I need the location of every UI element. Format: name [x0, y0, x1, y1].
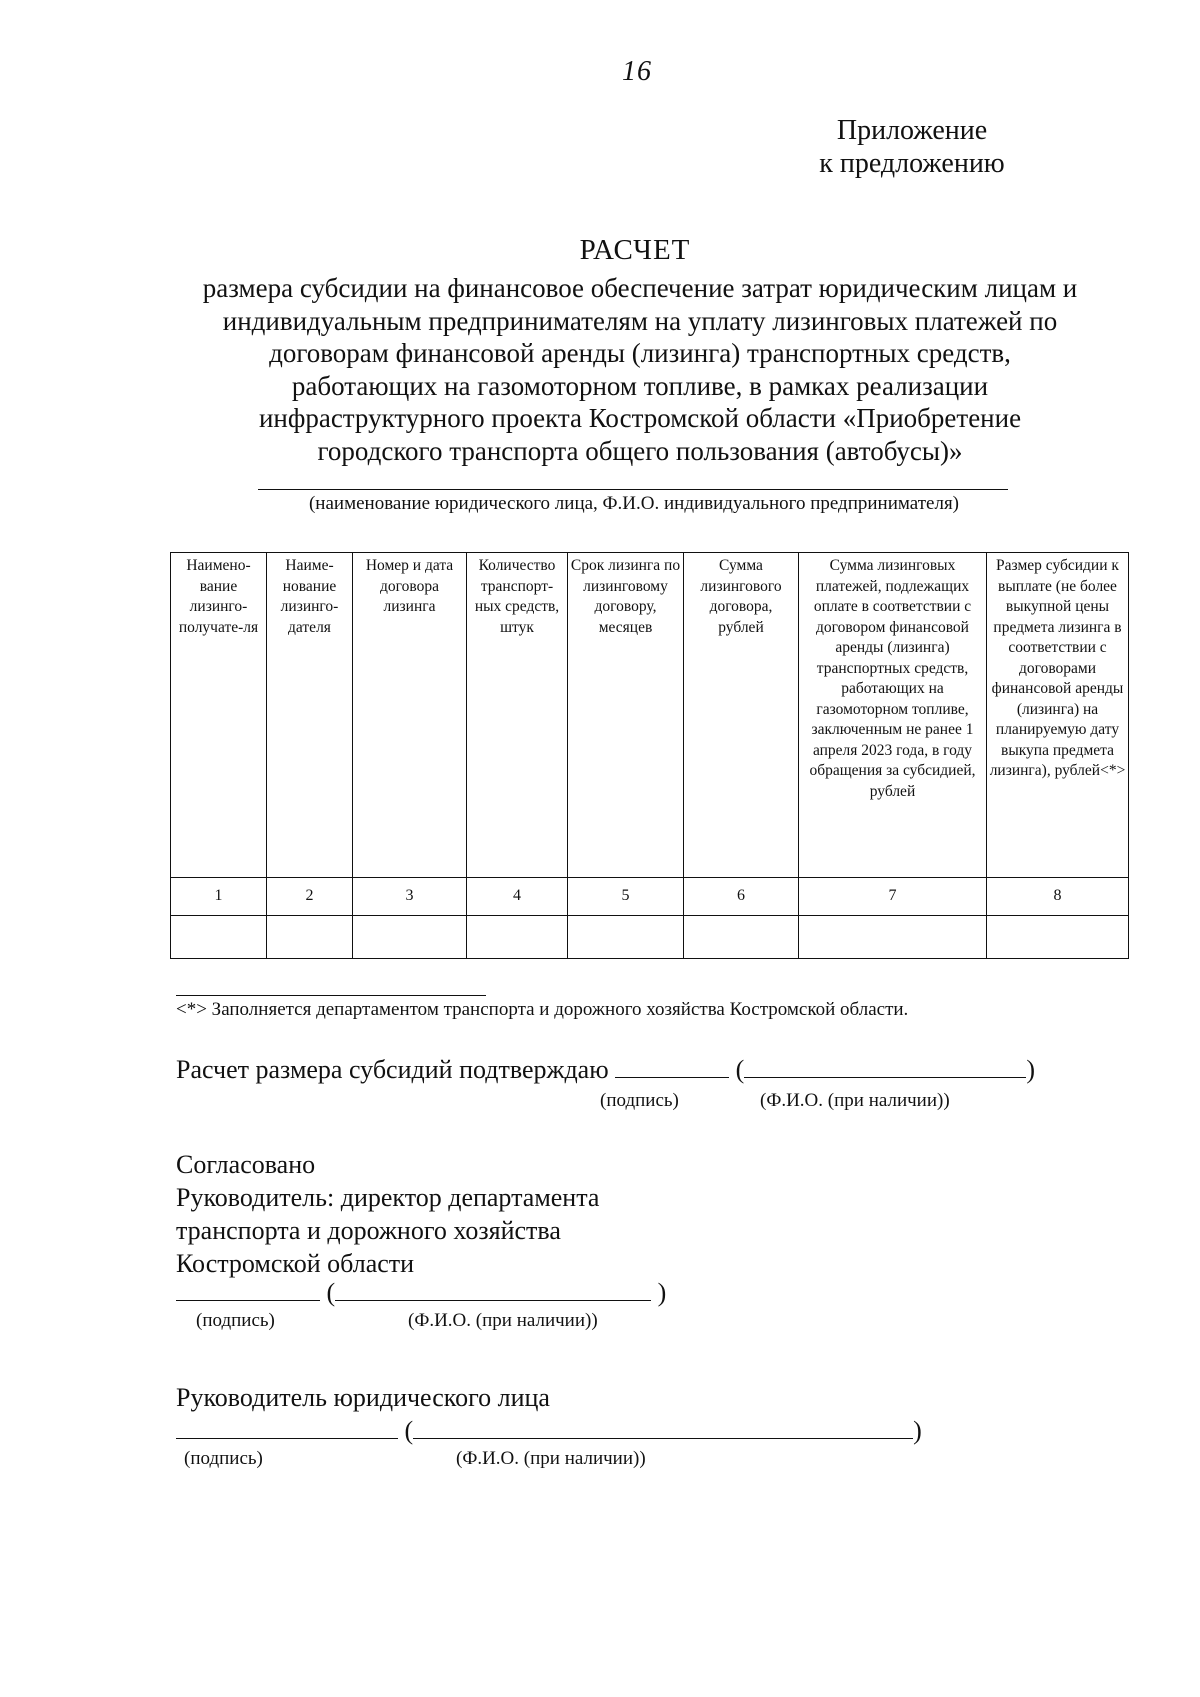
empty-cell — [799, 916, 987, 959]
agreed-signature-line — [176, 1278, 666, 1308]
empty-cell — [267, 916, 353, 959]
agreed-open-paren: ( — [326, 1278, 336, 1307]
agreed-close-paren: ) — [657, 1278, 667, 1307]
column-number: 3 — [353, 878, 467, 916]
confirmation-signature-blank — [615, 1055, 729, 1078]
header-cell-vehicle-count: Количество транспорт-ных средств, штук — [467, 553, 568, 878]
legal-head-open-paren: ( — [404, 1416, 414, 1445]
agreed-block — [176, 1148, 599, 1280]
header-cell-contract: Номер и дата договора лизинга — [353, 553, 467, 878]
confirmation-open-paren: ( — [735, 1055, 745, 1084]
document-title: РАСЧЕТ — [579, 234, 691, 266]
legal-head-close-paren: ) — [913, 1416, 922, 1445]
empty-cell — [987, 916, 1129, 959]
confirmation-line — [176, 1055, 1035, 1085]
header-cell-lease-term: Срок лизинга по лизинговому договору, месяцев — [568, 553, 684, 878]
header-cell-lessee: Наимено-вание лизинго-получате-ля — [171, 553, 267, 878]
agreed-sign-caption: (подпись) — [196, 1310, 275, 1331]
appendix-line-1: Приложение — [836, 115, 988, 146]
empty-cell — [467, 916, 568, 959]
empty-cell — [684, 916, 799, 959]
column-number: 8 — [987, 878, 1129, 916]
agreed-position-line-1: Руководитель: директор департамента — [176, 1183, 600, 1212]
column-number: 5 — [568, 878, 684, 916]
confirmation-fio-blank — [744, 1055, 1026, 1078]
confirmation-sign-caption: (подпись) — [600, 1090, 679, 1111]
legal-head-fio-blank — [413, 1416, 913, 1439]
agreed-fio-blank — [335, 1278, 651, 1301]
column-number: 7 — [799, 878, 987, 916]
agreed-position-line-3: Костромской области — [176, 1249, 415, 1278]
header-cell-payments-sum: Сумма лизинговых платежей, подлежащих оплате в соответствии с договором финансовой аренды (лизинга) транспортных средств, работающих на газомоторном топливе, заключенным не ранее 1 апреля 2023 года, в году обращения за субсидией, рублей — [799, 553, 987, 878]
agreed-position-line-2: транспорта и дорожного хозяйства — [176, 1216, 561, 1245]
confirmation-close-paren: ) — [1026, 1055, 1035, 1084]
agreed-fio-caption: (Ф.И.О. (при наличии)) — [408, 1310, 598, 1331]
table-header-row — [171, 553, 1129, 878]
footnote-separator — [176, 995, 486, 996]
agreed-signature-blank — [176, 1278, 320, 1301]
column-number: 6 — [684, 878, 799, 916]
legal-head-fio-caption: (Ф.И.О. (при наличии)) — [456, 1448, 646, 1469]
table-empty-row — [171, 916, 1129, 959]
legal-head-signature-blank — [176, 1416, 398, 1439]
document-subtitle: размера субсидии на финансовое обеспечение затрат юридическим лицам и индивидуальным предпринимателям на уплату лизинговых платежей по договорам финансовой аренды (лизинга) транспортных средств, работающих на газомоторном топливе, в рамках реализации инфраструктурного проекта Костромской области «Приобретение городского транспорта общего пользования (автобусы)» — [202, 273, 1078, 466]
header-cell-contract-sum: Сумма лизингового договора, рублей — [684, 553, 799, 878]
footnote: <*> Заполняется департаментом транспорта и дорожного хозяйства Костромской области. — [176, 999, 909, 1020]
appendix-header — [782, 114, 1042, 180]
table-number-row — [171, 878, 1129, 916]
organization-name-caption: (наименование юридического лица, Ф.И.О. индивидуального предпринимателя) — [308, 493, 960, 514]
empty-cell — [171, 916, 267, 959]
empty-cell — [353, 916, 467, 959]
calculation-table — [170, 552, 1129, 959]
empty-cell — [568, 916, 684, 959]
page-number: 16 — [622, 56, 652, 87]
legal-head-signature-line — [176, 1416, 922, 1446]
confirmation-text: Расчет размера субсидий подтверждаю — [176, 1055, 609, 1084]
confirmation-fio-caption: (Ф.И.О. (при наличии)) — [760, 1090, 950, 1111]
header-cell-subsidy-amount: Размер субсидии к выплате (не более выкупной цены предмета лизинга в соответствии с договорами финансовой аренды (лизинга) на планируемую дату выкупа предмета лизинга), рублей<*> — [987, 553, 1129, 878]
legal-head-sign-caption: (подпись) — [184, 1448, 263, 1469]
column-number: 2 — [267, 878, 353, 916]
legal-entity-head-label: Руководитель юридического лица — [176, 1383, 550, 1412]
organization-name-line — [258, 489, 1008, 490]
column-number: 1 — [171, 878, 267, 916]
column-number: 4 — [467, 878, 568, 916]
appendix-line-2: к предложению — [819, 148, 1005, 179]
header-cell-lessor: Наиме-нование лизинго-дателя — [267, 553, 353, 878]
agreed-label: Согласовано — [176, 1150, 316, 1179]
